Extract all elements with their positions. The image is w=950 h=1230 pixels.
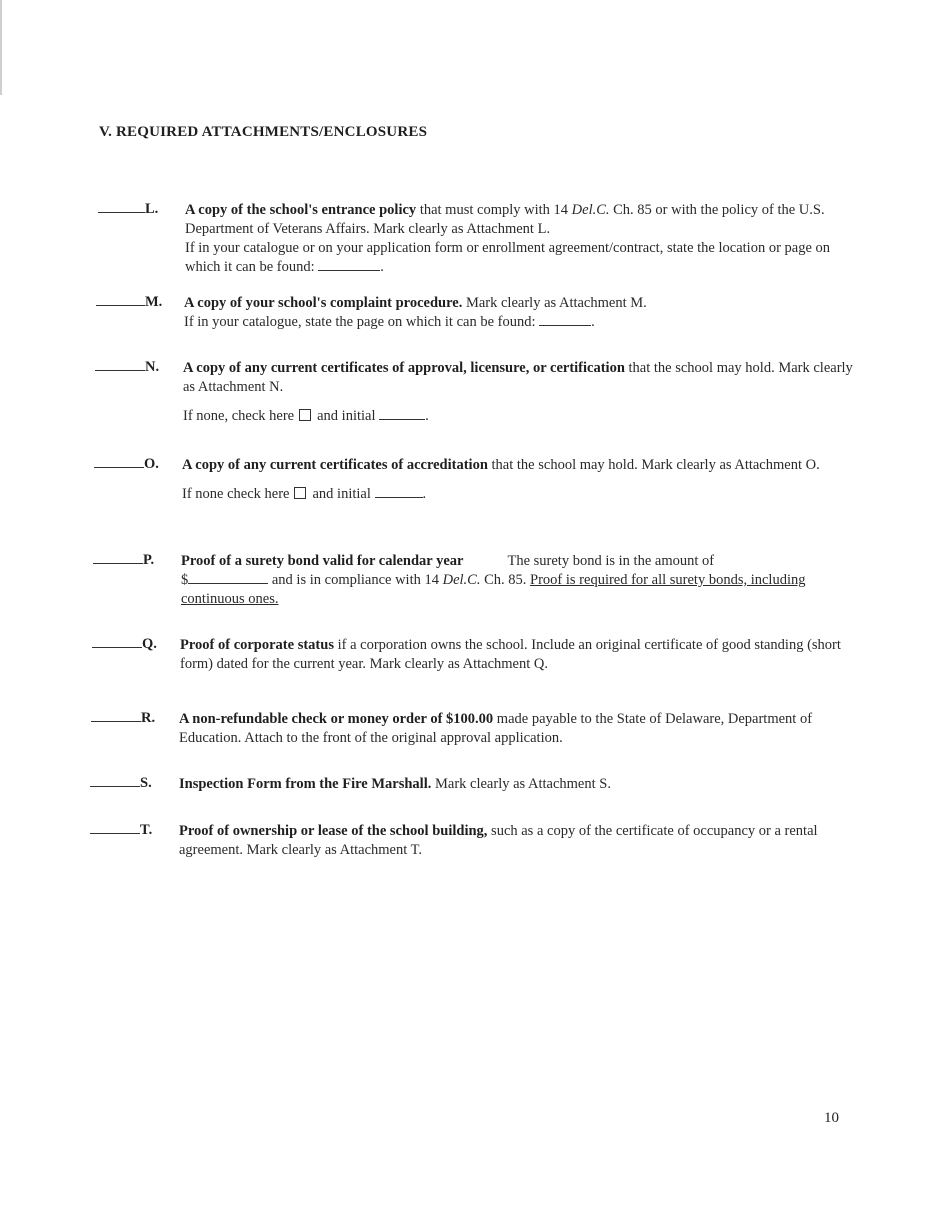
checkoff-line[interactable] [92, 646, 142, 648]
item-body: Proof of ownership or lease of the school building, such as a copy of the certificate of occupancy or a rental agreement. Mark clearly as Attachment T. [179, 823, 818, 858]
checkoff-line[interactable] [90, 785, 140, 787]
checkoff-line[interactable] [96, 304, 145, 306]
item-marker: R. [91, 710, 171, 727]
item-body: Proof of corporate status if a corporation owns the school. Include an original certificate of good standing (short form) dated for the current year. Mark clearly as Attachment Q. [180, 637, 841, 672]
location-blank[interactable] [318, 258, 380, 271]
none-checkbox[interactable] [299, 409, 311, 421]
section-title: V. REQUIRED ATTACHMENTS/ENCLOSURES [99, 124, 428, 140]
item-body: Proof of a surety bond valid for calendar year The surety bond is in the amount of $ and is in compliance with 14 Del.C. Ch. 85. Proof is required for all surety bonds, including continuous ones. [181, 553, 806, 607]
item-marker: N. [95, 359, 175, 376]
initial-blank[interactable] [379, 407, 425, 420]
none-checkbox[interactable] [294, 487, 306, 499]
item-body: A copy of the school's entrance policy that must comply with 14 Del.C. Ch. 85 or with the policy of the U.S. Department of Veterans Affairs. Mark clearly as Attachment L. If in your catalogue or on your application form or enrollment agreement/contract, state the location or page on which it can be found: . [185, 202, 831, 275]
item-marker: L. [98, 201, 178, 218]
item-body: A copy of any current certificates of approval, licensure, or certification that the school may hold. Mark clearly as Attachment N. If none, check here and initial . [183, 360, 853, 424]
checkoff-line[interactable] [93, 562, 143, 564]
item-marker: S. [90, 775, 170, 792]
item-marker: P. [93, 552, 173, 569]
item-body: A copy of any current certificates of accreditation that the school may hold. Mark clearly as Attachment O. If none check here and initial . [182, 457, 820, 502]
bond-amount-blank[interactable] [188, 571, 268, 584]
item-marker: M. [96, 294, 176, 311]
page-blank[interactable] [539, 313, 591, 326]
item-marker: T. [90, 822, 170, 839]
item-body: A non-refundable check or money order of $100.00 made payable to the State of Delaware, Department of Education. Attach to the front of the original approval application. [179, 711, 813, 746]
item-marker: Q. [92, 636, 172, 653]
checkoff-line[interactable] [95, 369, 145, 371]
checkoff-line[interactable] [98, 211, 145, 213]
checkoff-line[interactable] [94, 466, 144, 468]
item-body: A copy of your school's complaint procedure. Mark clearly as Attachment M. If in your catalogue, state the page on which it can be found: . [184, 295, 647, 330]
item-marker: O. [94, 456, 174, 473]
checkoff-line[interactable] [91, 720, 141, 722]
item-body: Inspection Form from the Fire Marshall. Mark clearly as Attachment S. [179, 776, 611, 792]
checkoff-line[interactable] [90, 832, 140, 834]
page-number: 10 [824, 1110, 839, 1126]
initial-blank[interactable] [375, 485, 423, 498]
scan-edge-mark [0, 0, 2, 95]
